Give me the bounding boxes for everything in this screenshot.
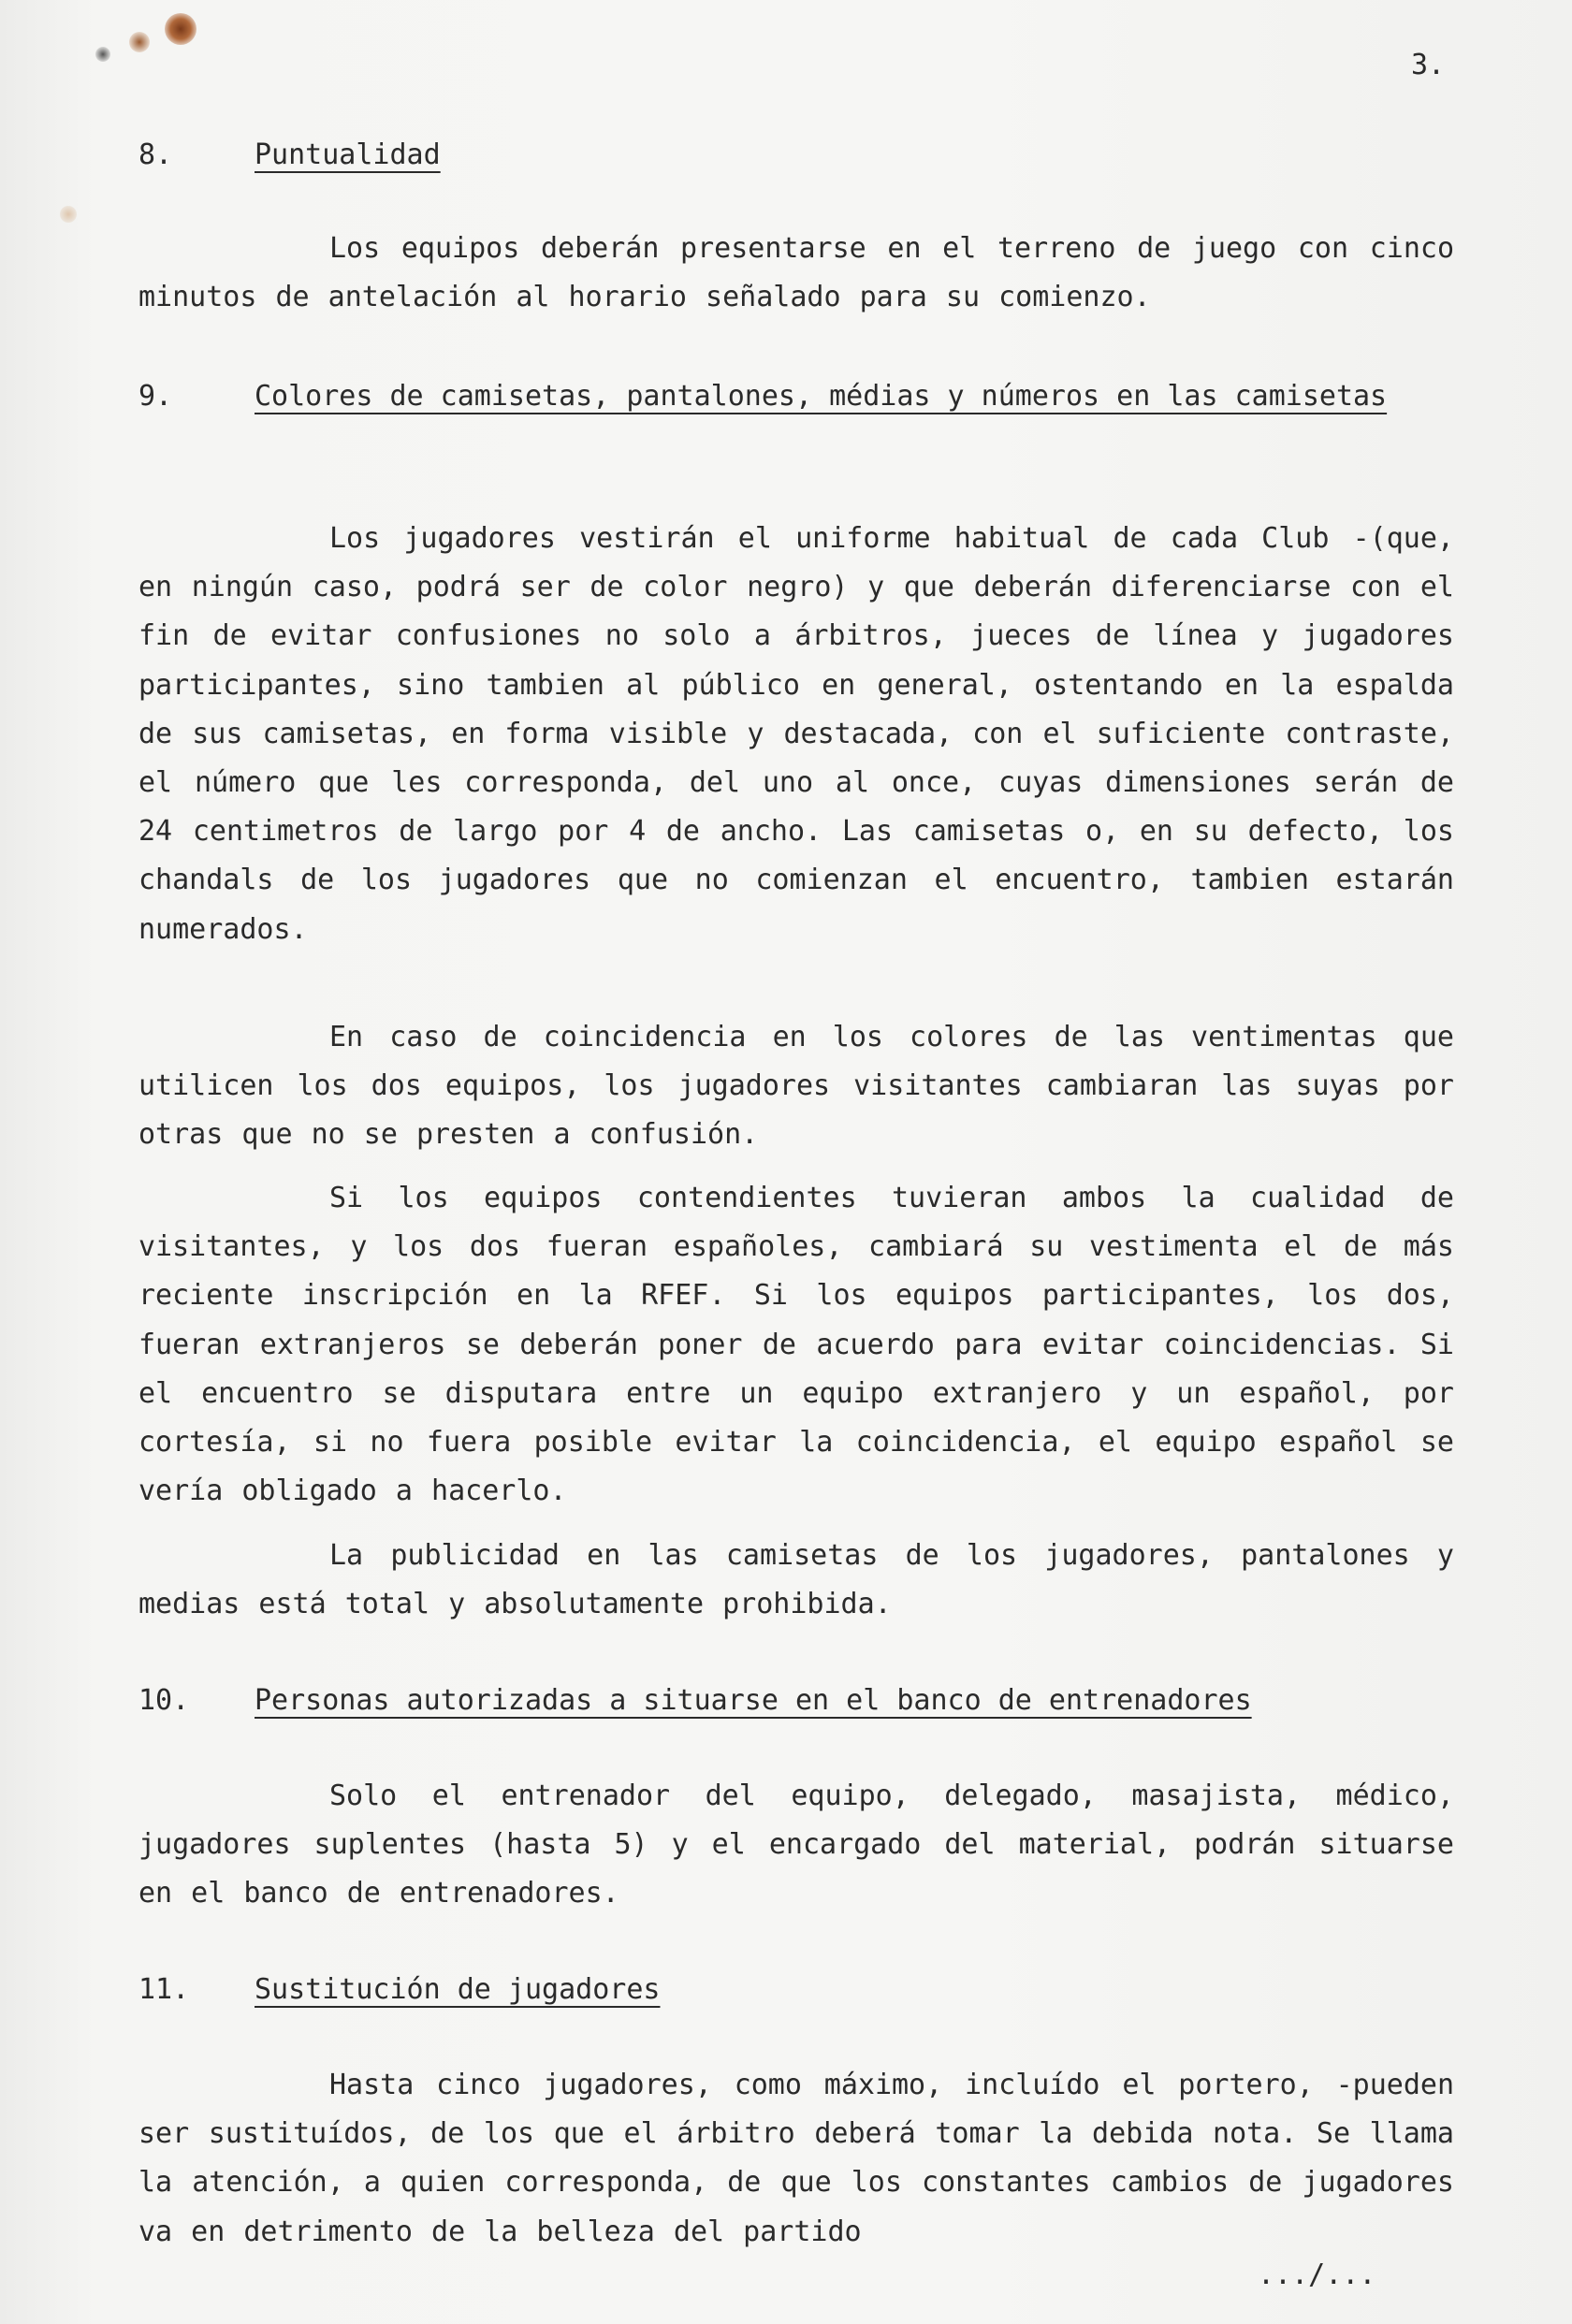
section-heading (138, 1966, 660, 2014)
section-number: 10. (138, 1684, 190, 1717)
section-title: Personas autorizadas a situarse en el banco de entrenadores (255, 1684, 1252, 1717)
paragraph: Hasta cinco jugadores, como máximo, incluído el portero, -pueden ser sustituídos, de los que el árbitro deberá tomar la debida nota. Se llama la atención, a quien corresponda, de que los constantes cambios de jugadores va en detrimento de la belleza del partido (138, 2069, 1454, 2248)
ink-stain (165, 13, 196, 45)
paragraph: En caso de coincidencia en los colores de las ventimentas que utilicen los dos equipos, los jugadores visitantes cambiaran las suyas por otras que no se presten a confusión. (138, 1021, 1454, 1152)
section-number: 11. (138, 1973, 190, 2006)
ink-stain (95, 47, 110, 62)
paragraph: Los equipos deberán presentarse en el terreno de juego con cinco minutos de antelación al horario señalado para su comienzo. (138, 232, 1454, 314)
section-title: Sustitución de jugadores (255, 1973, 661, 2006)
paragraph: Si los equipos contendientes tuvieran ambos la cualidad de visitantes, y los dos fueran españoles, cambiará su vestimenta el de más reciente inscripción en la RFEF. Si los equipos participantes, los dos, fueran extranjeros se deberán poner de acuerdo para evitar coincidencias. Si el encuentro se disputara entre un equipo extranjero y un español, por cortesía, si no fuera posible evitar la coincidencia, el equipo español se vería obligado a hacerlo. (138, 1182, 1454, 1508)
section-heading (138, 131, 441, 180)
paragraph: Solo el entrenador del equipo, delegado, masajista, médico, jugadores suplentes (hasta 5) y el encargado del material, podrán situarse en el banco de entrenadores. (138, 1779, 1454, 1910)
ink-stain (60, 206, 77, 223)
paragraph: La publicidad en las camisetas de los jugadores, pantalones y medias está total y absolutamente prohibida. (138, 1539, 1454, 1621)
section-title: Puntualidad (255, 138, 441, 171)
section-heading (138, 372, 1454, 470)
section-heading (138, 1677, 1252, 1725)
section-number: 9. (138, 380, 173, 413)
ink-stain (129, 32, 150, 52)
continuation-mark: .../... (1258, 2259, 1376, 2291)
section-title: Colores de camisetas, pantalones, médias y números en las camisetas (255, 380, 1388, 413)
page-number: 3. (1411, 49, 1446, 81)
section-number: 8. (138, 138, 173, 171)
paragraph: Los jugadores vestirán el uniforme habitual de cada Club -(que, en ningún caso, podrá ser de color negro) y que deberán diferenciarse con el fin de evitar confusiones no solo a árbitros, jueces de línea y jugadores participantes, sino tambien al público en general, ostentando en la espalda de sus camisetas, en forma visible y destacada, con el suficiente contraste, el número que les corresponda, del uno al once, cuyas dimensiones serán de 24 centimetros de largo por 4 de ancho. Las camisetas o, en su defecto, los chandals de los jugadores que no comienzan el encuentro, tambien estarán numerados. (138, 522, 1454, 946)
